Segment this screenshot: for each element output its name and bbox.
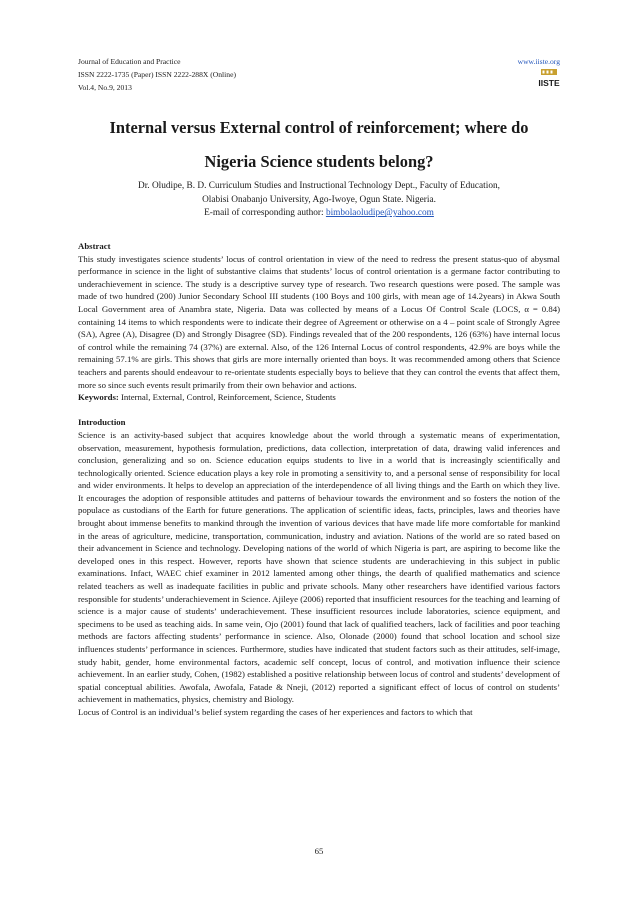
paper-body xyxy=(78,240,560,719)
journal-volume: Vol.4, No.9, 2013 xyxy=(78,83,132,93)
keywords-text: Internal, External, Control, Reinforcement, Science, Students xyxy=(118,392,336,403)
author-affiliation-line-2: Olabisi Onabanjo University, Ago-Iwoye, Ogun State. Nigeria. xyxy=(202,194,436,205)
journal-header-right xyxy=(518,55,560,89)
author-affiliation-line-1: Dr. Oludipe, B. D. Curriculum Studies and Instructional Technology Dept., Faculty of Education, xyxy=(138,181,500,191)
introduction-paragraph-1: Science is an activity-based subject that acquires knowledge about the world through a systematic means of experimentation, observation, measurement, hypothesis formulation, predictions, data collection, interpretation of data, drawing valid inferences and conclusion, generalizing and so on. Science education equips students to live in a world that is increasingly scientifically and technologically oriented. Science education plays a key role in promoting a sensitivity to, and a personal sense of responsibility for local and wider environments. It helps to develop an appreciation of the interdependence of all living things and the Earth on which they live. It encourages the adoption of responsible attitudes and patterns of behaviour towards the environment and so fosters the notion of the populace as custodians of the Earth for future generations. The application of scientific ideas, facts, principles, laws and theories have brought about immense benefits to mankind through the invention of various devices that have made life more comfortable for mankind in the areas of agriculture, medicine, transportation, communication, industry and aviation. Nations of the world are so rated based on their advancement in Science and technology. Developing nations of the world of which Nigeria is part, are aspiring to become like the developed ones in this respect. However, reports have shown that science students are underachieving in this subject in public examinations. Infact, WAEC chief examiner in 2012 lamented among other things, the dearth of qualified mathematics and science related teachers as well as inadequate facilities in public and private schools. Many other researchers have identified various factors responsible for students’ underachievement in Science. Ajileye (2006) reported that insufficient resources for the teaching and learning of science is a major cause of students’ underachievement. These insufficient resources include laboratories, science equipment, and specimens to be used as teaching aids. In same vein, Ojo (2001) found that lack of qualified teachers, lack of facilities and poor teaching methods are factors affecting students’ performance in science. Also, Olonade (2000) found that school location and school size influences students’ performance in sciences. Furthermore, studies have indicated that student factors such as their attitudes, self-image, study habit, gender, home environmental factors, academic self concept, locus of control, and motivation influence their science achievement. In an earlier study, Cohen, (1982) established a positive relationship between locus of control and students’ development of spatial conceptual abilities. Awofala, Awofala, Fatade & Nneji, (2012) reported a significant effect of locus of control on students’ achievement in mathematics, physics, chemistry and Biology. xyxy=(78,429,560,705)
logo-text: IISTE xyxy=(538,78,560,89)
author-email-line xyxy=(78,207,560,221)
journal-issn: ISSN 2222-1735 (Paper) ISSN 2222-288X (Online) xyxy=(78,70,236,80)
keywords-label: Keywords: xyxy=(78,392,119,403)
journal-name: Journal of Education and Practice xyxy=(78,57,181,66)
paper-title xyxy=(70,111,568,179)
author-block xyxy=(78,180,560,221)
abstract-text: This study investigates science students’ locus of control orientation in view of the need to redress the present status-quo of abysmal performance in science in the light of substantive claims that students’ locus of control orientation is a germane factor contributing to underachievement in science. The study is a descriptive survey type of research. Two research questions were posed. The sample was made of two hundred (200) Junior Secondary School III students (100 Boys and 100 girls, with mean age of 14.2years) in Akwa South Local Government area of Anambra state, Nigeria. Data was collected by means of a Locus Of Control Scale (LOCS, α = 0.84) containing 14 items to which respondents were to indicate their degree of Agreement or otherwise on a 4 – point scale of Strongly Agree (SA), Agree (A), Disagree (D) and Strongly Disagree (SD). Findings revealed that of the 200 respondents, 126 (63%) have internal locus of control while the remaining 74 (37%) are external. Also, of the 126 Internal Locus of control respondents, 42.9% are boys while the remaining 57.1% are girls. This shows that girls are more internally oriented than boys. It was recommended among others that Science teachers and parents should endeavour to re-orientate students especially boys to believe that they can control the events that affect them, more so since such events result primarily from their own behavior and actions. xyxy=(78,253,560,390)
author-email-label: E-mail of corresponding author: xyxy=(204,208,326,219)
abstract-heading: Abstract xyxy=(78,241,111,251)
iiste-logo-icon xyxy=(538,69,560,89)
introduction-paragraph-2: Locus of Control is an individual’s belief system regarding the cases of her experiences and factors to which that xyxy=(78,706,473,717)
journal-header xyxy=(78,55,236,95)
keywords-line xyxy=(78,391,560,404)
paper-title-line-1: Internal versus External control of reinforcement; where do xyxy=(109,118,529,137)
journal-website-link[interactable]: www.iiste.org xyxy=(517,57,560,66)
paper-title-line-2: Nigeria Science students belong? xyxy=(204,152,434,171)
introduction-heading: Introduction xyxy=(78,417,126,428)
author-email-link[interactable]: bimbolaoludipe@yahoo.com xyxy=(325,208,434,219)
page-number: 65 xyxy=(314,846,324,856)
